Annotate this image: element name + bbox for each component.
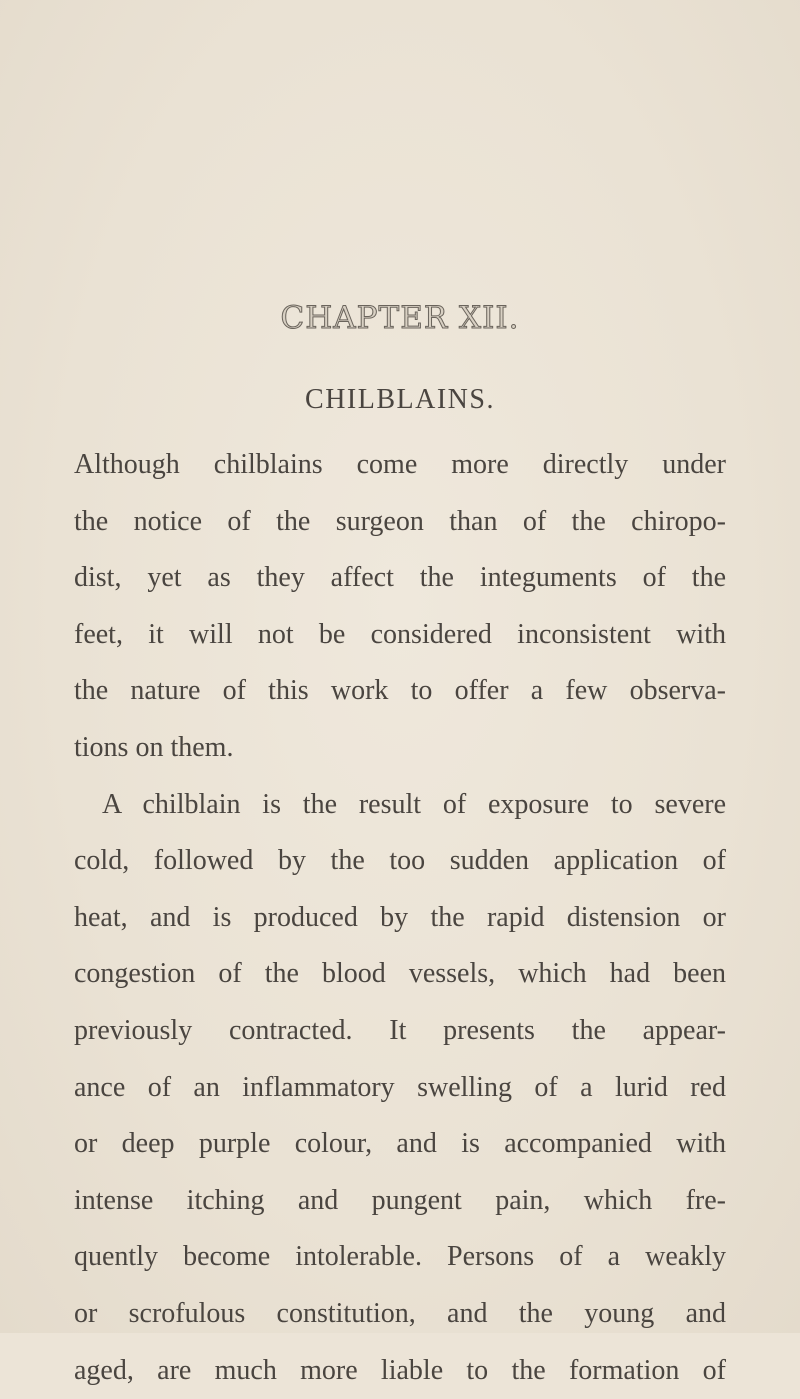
text-line: the nature of this work to offer a few observa-: [74, 663, 726, 720]
text-line: quently become intolerable. Persons of a weakly: [74, 1229, 726, 1286]
text-line: or deep purple colour, and is accompanied with: [74, 1116, 726, 1173]
text-line: congestion of the blood vessels, which had been: [74, 946, 726, 1003]
chapter-heading: CHAPTER XII.: [0, 300, 800, 336]
text-line: dist, yet as they affect the integuments of the: [74, 550, 726, 607]
text-line: cold, followed by the too sudden application of: [74, 833, 726, 890]
chapter-title: CHILBLAINS.: [0, 384, 800, 416]
text-line: heat, and is produced by the rapid distension or: [74, 890, 726, 947]
text-line: intense itching and pungent pain, which fre-: [74, 1173, 726, 1230]
text-line: aged, are much more liable to the formation of: [74, 1343, 726, 1399]
text-line: Although chilblains come more directly under: [74, 437, 726, 494]
text-line: A chilblain is the result of exposure to severe: [74, 777, 726, 834]
text-line: ance of an inflammatory swelling of a lurid red: [74, 1060, 726, 1117]
text-line: the notice of the surgeon than of the chiropo-: [74, 494, 726, 551]
text-line: tions on them.: [74, 720, 726, 777]
text-line: feet, it will not be considered inconsistent with: [74, 607, 726, 664]
text-line: previously contracted. It presents the appear-: [74, 1003, 726, 1060]
body-text: [74, 437, 726, 1399]
text-line: or scrofulous constitution, and the young and: [74, 1286, 726, 1343]
